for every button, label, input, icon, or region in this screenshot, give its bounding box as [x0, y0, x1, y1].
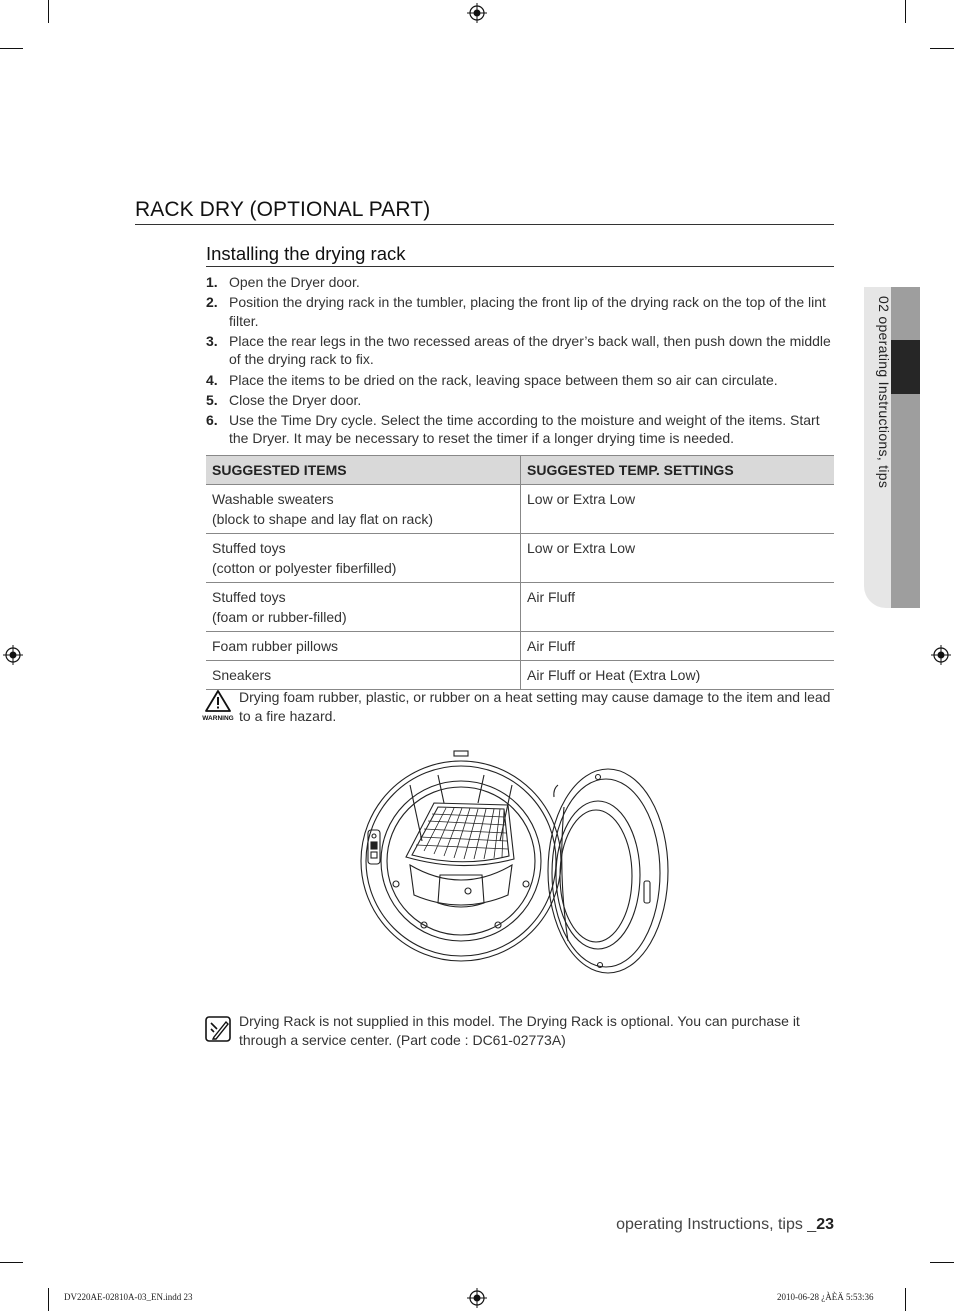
side-tab-marker	[891, 340, 920, 394]
note-pencil-icon	[205, 1016, 231, 1042]
warning-text: Drying foam rubber, plastic, or rubber on a heat setting may cause damage to the item and lead to a fire hazard.	[239, 689, 831, 724]
step-number: 6.	[206, 411, 218, 428]
table-row	[206, 534, 834, 583]
step-item	[206, 411, 834, 448]
item-detail: (foam or rubber-filled)	[212, 609, 347, 625]
steps-list	[206, 273, 834, 450]
item-cell	[206, 632, 521, 661]
item-name: Stuffed toys	[212, 540, 286, 556]
item-detail: (block to shape and lay flat on rack)	[212, 511, 434, 527]
crop-mark	[930, 1262, 954, 1263]
item-name: Washable sweaters	[212, 491, 334, 507]
section-title: RACK DRY (OPTIONAL PART)	[135, 198, 834, 225]
table-header-row	[206, 456, 834, 485]
item-name: Sneakers	[212, 667, 272, 683]
setting-cell: Air Fluff	[521, 632, 835, 661]
item-cell	[206, 583, 521, 632]
setting-cell: Air Fluff	[521, 583, 835, 632]
setting-cell: Air Fluff or Heat (Extra Low)	[521, 661, 835, 690]
item-cell	[206, 661, 521, 690]
step-item	[206, 332, 834, 369]
crop-mark	[905, 1288, 906, 1311]
registration-mark-icon	[3, 645, 23, 665]
step-item	[206, 273, 834, 292]
setting-cell: Low or Extra Low	[521, 534, 835, 583]
step-number: 4.	[206, 371, 218, 388]
footer-label: operating Instructions, tips _	[616, 1216, 817, 1233]
step-number: 3.	[206, 332, 218, 349]
column-header: SUGGESTED ITEMS	[206, 456, 521, 485]
table-row	[206, 661, 834, 690]
step-number: 1.	[206, 274, 218, 290]
step-item	[206, 391, 834, 410]
table-row	[206, 583, 834, 632]
warning-icon-label: WARNING	[202, 715, 234, 722]
step-text: Position the drying rack in the tumbler, placing the front lip of the drying rack on the top of the lint filter.	[229, 294, 826, 329]
setting-cell: Low or Extra Low	[521, 485, 835, 534]
side-tab-label: 02 operating Instructions, tips	[876, 296, 892, 489]
registration-mark-icon	[467, 1288, 487, 1308]
item-name: Stuffed toys	[212, 589, 286, 605]
step-text: Open the Dryer door.	[229, 274, 360, 290]
chapter-side-tab	[864, 287, 920, 608]
registration-mark-icon	[467, 3, 487, 23]
note-text: Drying Rack is not supplied in this model. The Drying Rack is optional. You can purchase it through a service center. (Part code : DC61-02773A)	[239, 1013, 800, 1048]
dryer-with-rack-illustration	[358, 745, 674, 977]
step-text: Place the items to be dried on the rack, leaving space between them so air can circulate.	[229, 371, 778, 388]
page-number: 23	[816, 1216, 834, 1233]
crop-mark	[905, 0, 906, 23]
step-number: 2.	[206, 294, 218, 311]
step-item	[206, 371, 834, 390]
warning-icon	[200, 690, 236, 722]
side-tab-strip	[891, 287, 920, 608]
item-cell	[206, 534, 521, 583]
table-row	[206, 485, 834, 534]
item-cell	[206, 485, 521, 534]
crop-mark	[48, 0, 49, 23]
step-text: Use the Time Dry cycle. Select the time according to the moisture and weight of the items. Start the Dryer. It may be necessary to reset the timer if a longer drying time is needed.	[229, 411, 820, 447]
table-row	[206, 632, 834, 661]
step-number: 5.	[206, 391, 218, 408]
crop-mark	[0, 1262, 23, 1263]
crop-mark	[930, 48, 954, 49]
suggested-settings-table	[206, 455, 834, 690]
item-detail: (cotton or polyester fiberfilled)	[212, 560, 397, 576]
column-header: SUGGESTED TEMP. SETTINGS	[521, 456, 835, 485]
print-slug-filename: DV220AE-02810A-03_EN.indd 23	[64, 1292, 193, 1302]
crop-mark	[48, 1288, 49, 1311]
print-slug-timestamp: 2010-06-28 ¿ÀÈÄ 5:53:36	[777, 1292, 874, 1302]
crop-mark	[0, 48, 23, 49]
item-name: Foam rubber pillows	[212, 638, 339, 654]
subsection-title: Installing the drying rack	[206, 243, 834, 267]
step-item	[206, 293, 834, 330]
page-footer	[616, 1216, 834, 1234]
step-text: Close the Dryer door.	[229, 391, 362, 408]
registration-mark-icon	[931, 645, 951, 665]
step-text: Place the rear legs in the two recessed areas of the dryer’s back wall, then push down the middle of the drying rack to fix.	[229, 332, 831, 368]
